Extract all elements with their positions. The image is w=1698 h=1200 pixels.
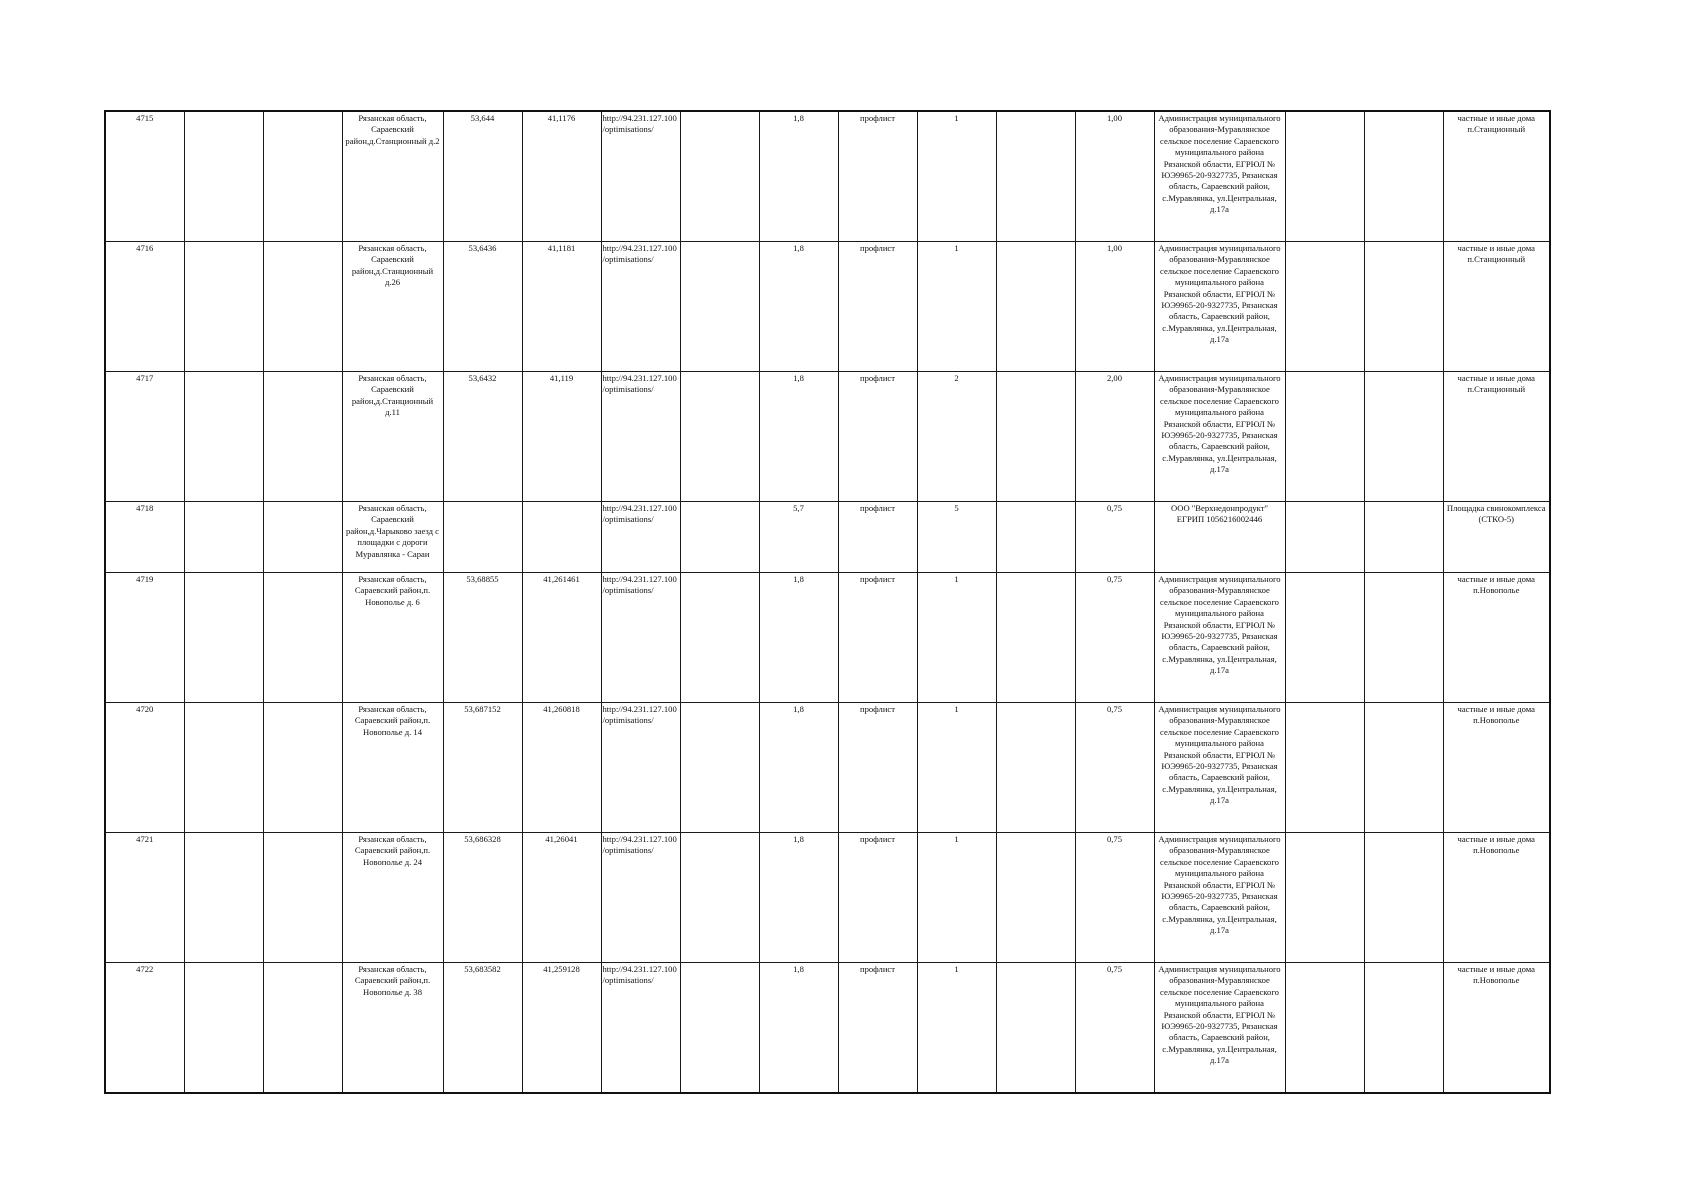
cell-latitude: 53,686328 (443, 833, 522, 963)
cell-volume: 1,00 (1075, 242, 1154, 372)
cell-number: 4719 (105, 573, 184, 703)
cell-empty (184, 573, 263, 703)
cell-address: Рязанская область, Сараевский район,п. Новополье д. 6 (342, 573, 443, 703)
cell-number: 4715 (105, 111, 184, 242)
cell-cover-type: профлист (838, 833, 917, 963)
cell-source: частные и иные дома п.Станционный (1443, 111, 1550, 242)
cell-source: частные и иные дома п.Новополье (1443, 703, 1550, 833)
cell-empty (1364, 111, 1443, 242)
cell-number: 4720 (105, 703, 184, 833)
cell-owner: Администрация муниципального образования-Муравлянское сельское поселение Сараевского муниципального района Рязанской области, ЕГРЮЛ № ЮЭ9965-20-9327735, Рязанская область, Сараевский район, с.Муравлянка, ул.Центральная, д.17а (1154, 703, 1285, 833)
cell-url[interactable]: http://94.231.127.100/optimisations/ (601, 502, 680, 573)
cell-empty (1364, 573, 1443, 703)
cell-empty (680, 111, 759, 242)
cell-address: Рязанская область, Сараевский район,д.Чарыково заезд с площадки с дороги Муравлянка - Сараи (342, 502, 443, 573)
cell-source: частные и иные дома п.Новополье (1443, 833, 1550, 963)
cell-count: 1 (917, 833, 996, 963)
table-row (105, 242, 1550, 372)
cell-empty (1285, 111, 1364, 242)
cell-empty (184, 502, 263, 573)
cell-empty (1364, 833, 1443, 963)
cell-address: Рязанская область, Сараевский район,п. Новополье д. 24 (342, 833, 443, 963)
cell-longitude: 41,259128 (522, 963, 601, 1094)
cell-value: 1,8 (759, 963, 838, 1094)
cell-empty (680, 573, 759, 703)
cell-empty (263, 833, 342, 963)
table-row (105, 111, 1550, 242)
cell-empty (996, 573, 1075, 703)
cell-latitude: 53,6432 (443, 372, 522, 502)
cell-cover-type: профлист (838, 111, 917, 242)
cell-owner: ООО "Верхнедонпродукт" ЕГРИП 1056216002446 (1154, 502, 1285, 573)
cell-url[interactable]: http://94.231.127.100/optimisations/ (601, 963, 680, 1094)
cell-count: 2 (917, 372, 996, 502)
cell-empty (184, 111, 263, 242)
cell-empty (680, 372, 759, 502)
cell-empty (1364, 963, 1443, 1094)
cell-owner: Администрация муниципального образования-Муравлянское сельское поселение Сараевского муниципального района Рязанской области, ЕГРЮЛ № ЮЭ9965-20-9327735, Рязанская область, Сараевский район, с.Муравлянка, ул.Центральная, д.17а (1154, 963, 1285, 1094)
cell-source: частные и иные дома п.Новополье (1443, 573, 1550, 703)
cell-empty (996, 703, 1075, 833)
cell-empty (680, 963, 759, 1094)
cell-empty (184, 963, 263, 1094)
cell-volume: 2,00 (1075, 372, 1154, 502)
cell-value: 5,7 (759, 502, 838, 573)
table-row (105, 502, 1550, 573)
cell-empty (263, 963, 342, 1094)
cell-empty (1364, 703, 1443, 833)
cell-volume: 0,75 (1075, 502, 1154, 573)
cell-url[interactable]: http://94.231.127.100/optimisations/ (601, 573, 680, 703)
cell-volume: 0,75 (1075, 703, 1154, 833)
cell-number: 4716 (105, 242, 184, 372)
cell-volume: 0,75 (1075, 573, 1154, 703)
cell-empty (1364, 242, 1443, 372)
cell-empty (1285, 703, 1364, 833)
cell-longitude: 41,261461 (522, 573, 601, 703)
cell-empty (1364, 502, 1443, 573)
cell-empty (1285, 372, 1364, 502)
cell-address: Рязанская область, Сараевский район,д.Станционный д.26 (342, 242, 443, 372)
cell-latitude: 53,683582 (443, 963, 522, 1094)
cell-address: Рязанская область, Сараевский район,п. Новополье д. 14 (342, 703, 443, 833)
cell-url[interactable]: http://94.231.127.100/optimisations/ (601, 833, 680, 963)
cell-cover-type: профлист (838, 502, 917, 573)
registry-table (104, 110, 1551, 1094)
cell-empty (996, 502, 1075, 573)
cell-owner: Администрация муниципального образования-Муравлянское сельское поселение Сараевского муниципального района Рязанской области, ЕГРЮЛ № ЮЭ9965-20-9327735, Рязанская область, Сараевский район, с.Муравлянка, ул.Центральная, д.17а (1154, 242, 1285, 372)
cell-latitude: 53,68855 (443, 573, 522, 703)
cell-latitude: 53,644 (443, 111, 522, 242)
cell-owner: Администрация муниципального образования-Муравлянское сельское поселение Сараевского муниципального района Рязанской области, ЕГРЮЛ № ЮЭ9965-20-9327735, Рязанская область, Сараевский район, с.Муравлянка, ул.Центральная, д.17а (1154, 372, 1285, 502)
cell-empty (1364, 372, 1443, 502)
cell-cover-type: профлист (838, 242, 917, 372)
cell-value: 1,8 (759, 703, 838, 833)
cell-url[interactable]: http://94.231.127.100/optimisations/ (601, 111, 680, 242)
cell-empty (263, 372, 342, 502)
cell-url[interactable]: http://94.231.127.100/optimisations/ (601, 703, 680, 833)
cell-address: Рязанская область, Сараевский район,п. Новополье д. 38 (342, 963, 443, 1094)
cell-empty (680, 242, 759, 372)
cell-value: 1,8 (759, 372, 838, 502)
cell-volume: 1,00 (1075, 111, 1154, 242)
cell-empty (680, 502, 759, 573)
cell-source: частные и иные дома п.Станционный (1443, 242, 1550, 372)
cell-cover-type: профлист (838, 573, 917, 703)
cell-empty (263, 242, 342, 372)
cell-empty (263, 111, 342, 242)
cell-latitude (443, 502, 522, 573)
cell-longitude: 41,119 (522, 372, 601, 502)
cell-source: Площадка свинокомплекса (СТКО-5) (1443, 502, 1550, 573)
cell-address: Рязанская область, Сараевский район,д.Станционный д.2 (342, 111, 443, 242)
cell-owner: Администрация муниципального образования-Муравлянское сельское поселение Сараевского муниципального района Рязанской области, ЕГРЮЛ № ЮЭ9965-20-9327735, Рязанская область, Сараевский район, с.Муравлянка, ул.Центральная, д.17а (1154, 111, 1285, 242)
table-row (105, 963, 1550, 1094)
registry-body (105, 111, 1550, 1093)
cell-value: 1,8 (759, 111, 838, 242)
cell-volume: 0,75 (1075, 963, 1154, 1094)
cell-empty (680, 703, 759, 833)
cell-latitude: 53,6436 (443, 242, 522, 372)
cell-value: 1,8 (759, 833, 838, 963)
cell-number: 4718 (105, 502, 184, 573)
cell-value: 1,8 (759, 242, 838, 372)
cell-longitude: 41,260818 (522, 703, 601, 833)
cell-number: 4717 (105, 372, 184, 502)
table-row (105, 573, 1550, 703)
cell-empty (680, 833, 759, 963)
cell-count: 1 (917, 111, 996, 242)
cell-source: частные и иные дома п.Новополье (1443, 963, 1550, 1094)
cell-empty (996, 833, 1075, 963)
cell-empty (1285, 963, 1364, 1094)
cell-count: 1 (917, 573, 996, 703)
table-row (105, 703, 1550, 833)
cell-empty (263, 573, 342, 703)
cell-empty (184, 372, 263, 502)
cell-cover-type: профлист (838, 703, 917, 833)
cell-latitude: 53,687152 (443, 703, 522, 833)
cell-url[interactable]: http://94.231.127.100/optimisations/ (601, 242, 680, 372)
cell-count: 1 (917, 242, 996, 372)
cell-value: 1,8 (759, 573, 838, 703)
cell-owner: Администрация муниципального образования-Муравлянское сельское поселение Сараевского муниципального района Рязанской области, ЕГРЮЛ № ЮЭ9965-20-9327735, Рязанская область, Сараевский район, с.Муравлянка, ул.Центральная, д.17а (1154, 573, 1285, 703)
cell-empty (996, 963, 1075, 1094)
cell-longitude: 41,1181 (522, 242, 601, 372)
cell-volume: 0,75 (1075, 833, 1154, 963)
cell-count: 1 (917, 963, 996, 1094)
cell-number: 4722 (105, 963, 184, 1094)
cell-cover-type: профлист (838, 963, 917, 1094)
cell-empty (996, 242, 1075, 372)
cell-empty (996, 372, 1075, 502)
cell-count: 5 (917, 502, 996, 573)
cell-empty (263, 502, 342, 573)
cell-empty (1285, 242, 1364, 372)
cell-longitude: 41,1176 (522, 111, 601, 242)
cell-empty (184, 833, 263, 963)
cell-empty (1285, 502, 1364, 573)
cell-empty (996, 111, 1075, 242)
table-row (105, 833, 1550, 963)
cell-count: 1 (917, 703, 996, 833)
cell-empty (184, 703, 263, 833)
cell-cover-type: профлист (838, 372, 917, 502)
cell-empty (263, 703, 342, 833)
cell-source: частные и иные дома п.Станционный (1443, 372, 1550, 502)
cell-longitude: 41,26041 (522, 833, 601, 963)
cell-owner: Администрация муниципального образования-Муравлянское сельское поселение Сараевского муниципального района Рязанской области, ЕГРЮЛ № ЮЭ9965-20-9327735, Рязанская область, Сараевский район, с.Муравлянка, ул.Центральная, д.17а (1154, 833, 1285, 963)
cell-number: 4721 (105, 833, 184, 963)
cell-empty (1285, 573, 1364, 703)
cell-empty (1285, 833, 1364, 963)
cell-longitude (522, 502, 601, 573)
table-row (105, 372, 1550, 502)
cell-empty (184, 242, 263, 372)
cell-address: Рязанская область, Сараевский район,д.Станционный д.11 (342, 372, 443, 502)
cell-url[interactable]: http://94.231.127.100/optimisations/ (601, 372, 680, 502)
